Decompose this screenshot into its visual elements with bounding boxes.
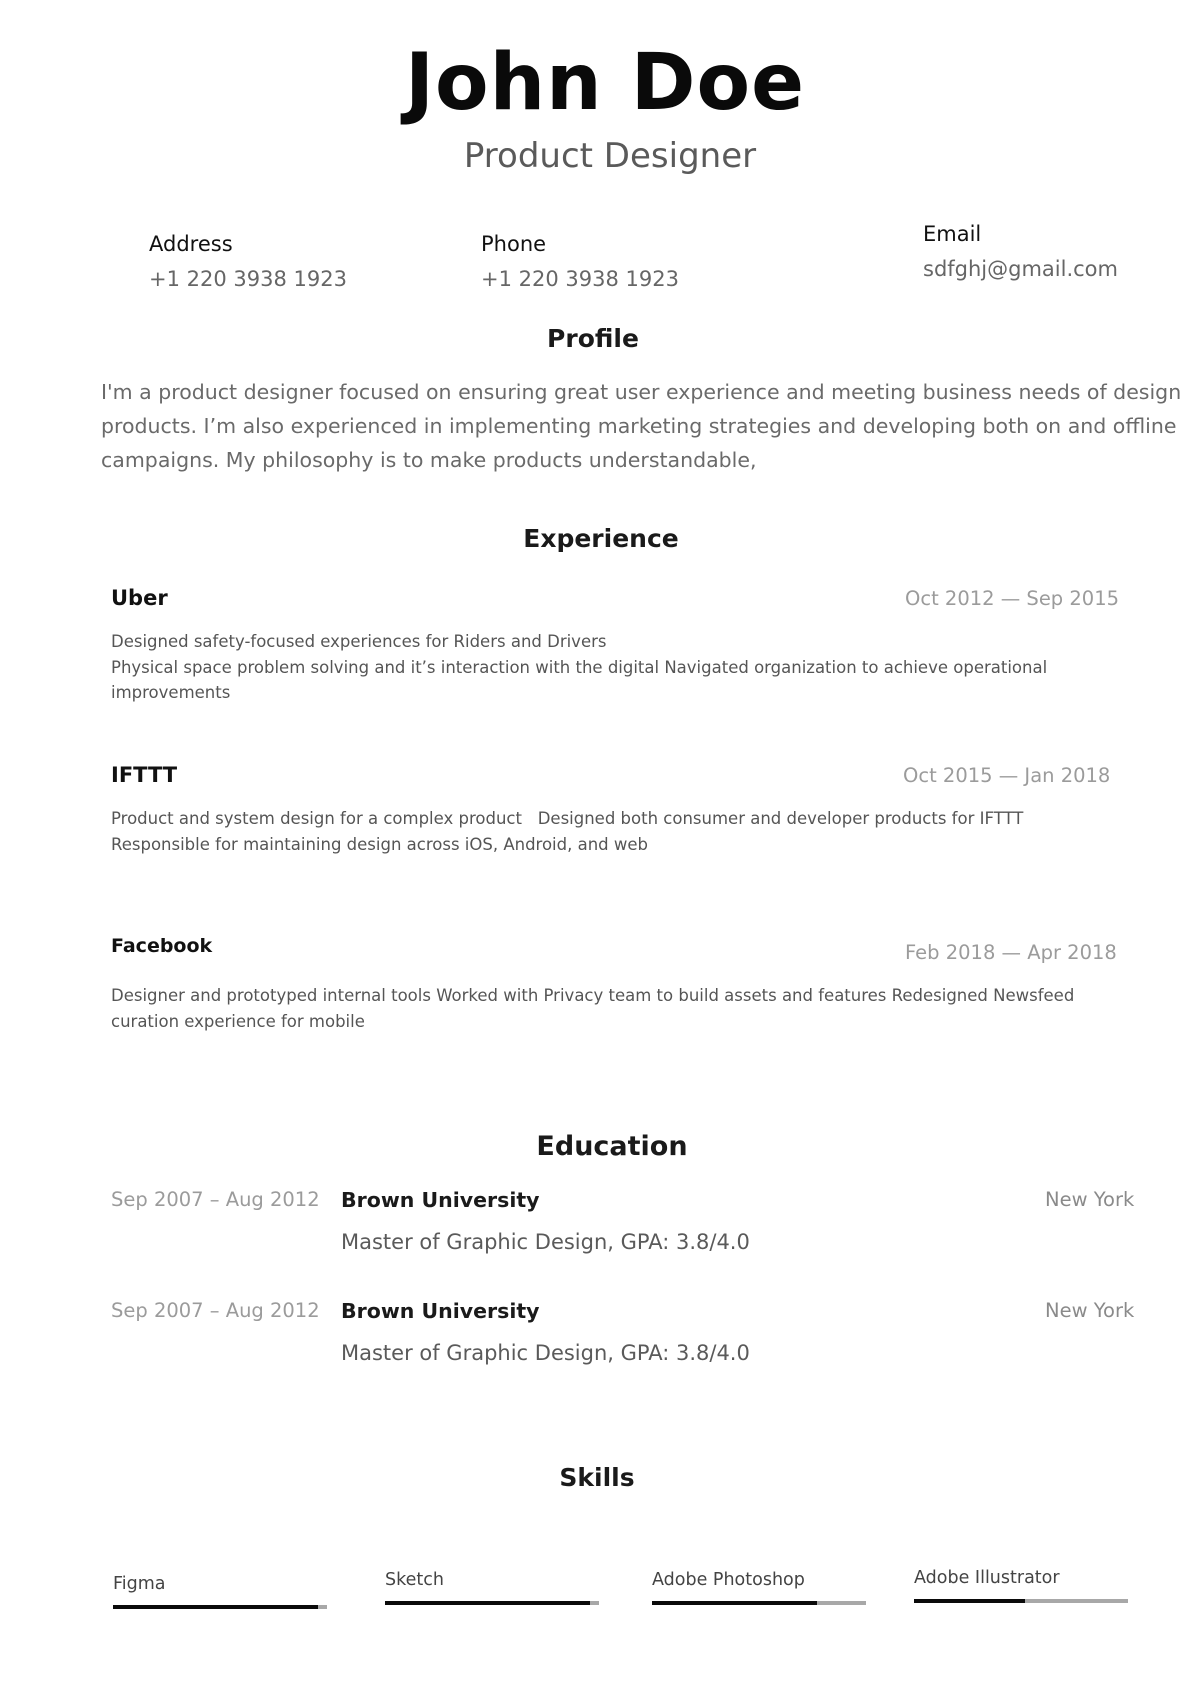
- contact-email-label: Email: [923, 222, 982, 246]
- skill-name-figma: Figma: [113, 1574, 166, 1594]
- skill-bar-fill-adobe-illustrator: [914, 1599, 1025, 1603]
- education-dates: Sep 2007 – Aug 2012: [111, 1299, 320, 1322]
- skill-bar-fill-sketch: [385, 1601, 590, 1605]
- experience-description-facebook: Designer and prototyped internal tools Worked with Privacy team to build assets and features Redesigned Newsfeed curation experience for mobile: [111, 986, 1075, 1031]
- education-location: New York: [1045, 1299, 1135, 1322]
- skill-bar-figma: [113, 1605, 327, 1609]
- education-degree: Master of Graphic Design, GPA: 3.8/4.0: [341, 1230, 750, 1254]
- contact-address-label: Address: [149, 232, 233, 256]
- education-heading: Education: [536, 1131, 688, 1162]
- skill-bar-sketch: [385, 1601, 599, 1605]
- skill-name-sketch: Sketch: [385, 1570, 444, 1590]
- skill-bar-fill-figma: [113, 1605, 318, 1609]
- candidate-role: Product Designer: [463, 136, 757, 176]
- uber-description-line-1: Designed safety-focused experiences for Riders and Drivers: [111, 632, 607, 651]
- experience-company-ifttt: IFTTT: [111, 763, 178, 787]
- education-degree: Master of Graphic Design, GPA: 3.8/4.0: [341, 1341, 750, 1365]
- profile-heading: Profile: [547, 324, 639, 353]
- uber-description-line-2: Physical space problem solving and it’s interaction with the digital Navigated organization to achieve operational improvements: [111, 657, 1048, 702]
- education-school: Brown University: [341, 1299, 540, 1323]
- contact-email-value[interactable]: sdfghj@gmail.com: [923, 257, 1118, 281]
- skill-name-adobe-photoshop: Adobe Photoshop: [652, 1570, 805, 1590]
- ifttt-description-line-2: Responsible for maintaining design across iOS, Android, and web: [111, 834, 649, 854]
- education-school: Brown University: [341, 1188, 540, 1212]
- contact-phone-label: Phone: [481, 232, 547, 256]
- experience-description-uber: [111, 629, 1111, 706]
- experience-dates-facebook: Feb 2018 — Apr 2018: [905, 941, 1117, 964]
- experience-dates-ifttt: Oct 2015 — Jan 2018: [903, 764, 1111, 787]
- contact-address-value: +1 220 3938 1923: [149, 267, 347, 291]
- ifttt-description-line-1: Product and system design for a complex product Designed both consumer and developer products for IFTTT: [111, 809, 1024, 828]
- skill-bar-adobe-photoshop: [652, 1601, 866, 1605]
- skill-bar-adobe-illustrator: [914, 1599, 1128, 1603]
- experience-description-ifttt: [111, 806, 1111, 857]
- skill-name-adobe-illustrator: Adobe Illustrator: [914, 1568, 1060, 1588]
- experience-company-uber: Uber: [111, 586, 168, 610]
- candidate-name: John Doe: [404, 38, 806, 128]
- experience-dates-uber: Oct 2012 — Sep 2015: [905, 587, 1120, 610]
- experience-company-facebook: Facebook: [111, 935, 213, 957]
- skills-heading: Skills: [559, 1463, 635, 1492]
- education-location: New York: [1045, 1188, 1135, 1211]
- education-dates: Sep 2007 – Aug 2012: [111, 1188, 320, 1211]
- experience-heading: Experience: [523, 524, 679, 553]
- profile-text: I'm a product designer focused on ensuring great user experience and meeting business needs of design products. I’m also experienced in implementing marketing strategies and developing both on and offline campaigns. My philosophy is to make products understandable,: [101, 380, 1182, 472]
- contact-phone-value: +1 220 3938 1923: [481, 267, 679, 291]
- skill-bar-fill-adobe-photoshop: [652, 1601, 817, 1605]
